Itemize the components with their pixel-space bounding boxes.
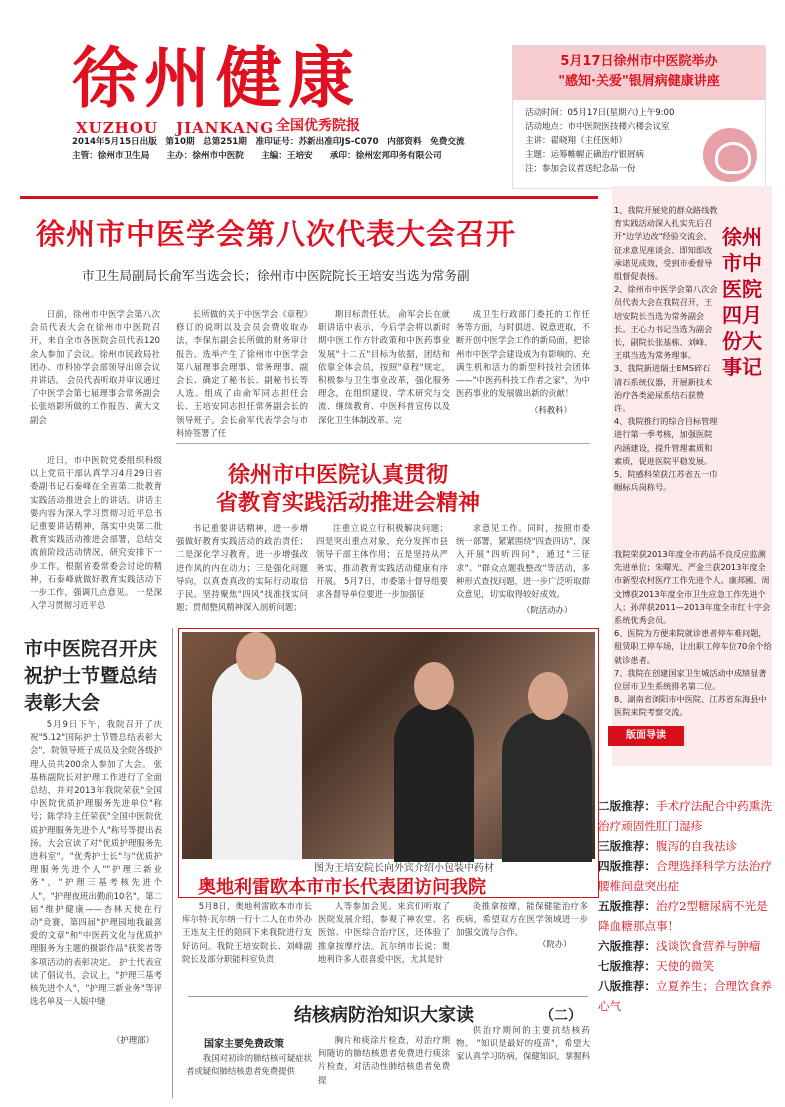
- guide-heading: 版面导读: [608, 726, 684, 746]
- section-divider: [176, 443, 590, 444]
- photo-figure: [502, 712, 592, 862]
- column-divider: [172, 628, 173, 1098]
- masthead-divider: [20, 196, 598, 199]
- guide-item: 二版推荐：手术疗法配合中药熏洗治疗顽固性肛门湿疹: [598, 799, 772, 833]
- promo-details: [525, 106, 715, 176]
- lead-column-1: 日前，徐州市中医学会第八次会员代表大会在徐州市中医院召开，来自全市各医院会员代表120余人参加了会议。徐州市民政局社团办、市科协学会部领导出席会议并讲话。 会员代表听取并审议通过了中医学会第七届理事会常务副会长张培影所做的工作报告、黄大文副会: [30, 309, 160, 425]
- promo-note: 注：参加会议者送纪念品一份: [525, 164, 636, 174]
- lead-subhead: 市卫生局副局长俞军当选会长；徐州市中医院院长王培安当选为常务副: [82, 268, 470, 283]
- guide-item: 八版推荐：立夏养生；合理饮食养心气: [598, 979, 772, 1013]
- article2-credit: （院活动办）: [522, 605, 573, 615]
- article4-column-1: 我国对初诊的肺结核可疑症状者或疑似肺结核患者免费提供: [186, 1053, 312, 1077]
- events-title: 徐州市中医院四月份大事记: [722, 225, 762, 379]
- events-list: [614, 204, 718, 494]
- promo-box: [512, 45, 766, 189]
- events-list-continued: [614, 548, 774, 720]
- guide-item: 五版推荐：治疗2型糖尿病不光是降血糖那点事！: [598, 899, 768, 933]
- lead-credit: （科教科）: [530, 405, 572, 415]
- promo-line1: 5月17日徐州市中医院举办: [560, 54, 718, 69]
- guide-item: 七版推荐：天使的微笑: [598, 959, 714, 973]
- promo-place: 活动地点：市中医院医技楼六楼会议室: [525, 122, 670, 132]
- article3-headline: 奥地利雷欧本市市长代表团访问我院: [198, 877, 486, 898]
- nurse-credit: （护理部）: [112, 1035, 154, 1045]
- event-item: 6、医院为方便来院就诊患者停车难问题，租赁职工停车场，让出职工停车位70余个给就诊患者。: [614, 628, 772, 665]
- event-item: 4、我院推行的综合目标管理进行第一季考核，加强医院内涵建设，提升管理素质和素质，促进医院平稳发展。: [614, 416, 718, 466]
- article2-column-1: 书记重要讲话精神，进一步增强做好教育实践活动的政治责任；二是深化学习教育，进一步增强改进作风的内在动力；三是强化问题导向，以真查真改的实际行动取信于民。坚持聚焦"四风"找准找实问题；贯彻整风精神深入剖析问题；: [176, 523, 308, 613]
- guide-list: [598, 796, 778, 1016]
- lead-column-4: 成卫生行政部门委托的工作任务等方面，与时俱进、锐意进取，不断开创中医学会工作的新局面，把徐州市中医学会建设成为有影响的、充满生机和活力的新型科技社会团体——"中医药科技工作者之家"，为中医药事业的发展做出新的贡献！: [456, 309, 590, 399]
- event-item: 2、徐州市中医学会第八次会员代表大会在我院召开，王培安院长当选为常务副会长。王心力书记当选为副会长，副院长张基栋、刘峰、王琪当选为常务理事。: [614, 284, 718, 361]
- article4-subtitle: 国家主要免费政策: [204, 1039, 284, 1050]
- guide-item: 六版推荐：浅谈饮食营养与肿瘤: [598, 939, 761, 953]
- event-item: 我院荣获2013年度全市药品不良反应监测先进单位；朱曙光、严金兰获2013年度全市新型农村医疗工作先进个人。康邦國、周文博获2013年度全市卫生应急工作先进个人；孙萍获2011—2013年度全市红十字会系统优秀会员。: [614, 549, 771, 626]
- article4-rule: [188, 996, 588, 997]
- masthead-title: 徐州健康: [72, 40, 360, 117]
- article3-column-1: 5月8日，奥地利雷欧本市市长库尔特·瓦尔纳一行十二人在市外办王连友主任的陪同下来我院进行友好访问。我院王培安院长、刘峰副院长及部分职能科室负责: [182, 901, 312, 964]
- nurse-body: 5月9日下午，我院召开了庆祝"5.12"国际护士节暨总结表彰大会"，院领导班子成员及全院各级护理人员共200余人参加了大会。 张基栋副院长对护理工作进行了全面总结，并对2013年我院荣获"全国中医院优质护理服务先进单位"称号；陈学玲主任荣获"全国中医院优质护理服务先进个人"称号等提出表扬。大会宣读了对"优质护理服务先进科室"，"优秀护士长"与"优质护理服务先进个人""护理三新业务"，"护理三基考核先进个人"，"护理夜班出勤前10名"，第二届"维护健康——杏林天使在行动"竞赛，第四届"护理园地我最喜爱的文章"和"中医药文化与优质护理服务为主题的摄影作品"获奖者等多项活动的表彰决定。 护士代表宣读了倡议书，会议上，"护理三基考核先进个人"，"护理三新业务"等评选名单及一人版中缝: [30, 719, 162, 1007]
- article2-title-line2: 省教育实践活动推进会精神: [216, 491, 481, 516]
- guide-item: 三版推荐：腹泻的自我祛诊: [598, 839, 738, 853]
- article2-column-0: 近日，市中医院党委组织科级以上党员干部认真学习4月29日省委副书记石泰峰在全省第二批教育实践活动推进会上的讲话。讲话主要内容为深入学习贯彻习近平总书记重要讲话精神，落实中央第二批教育实践活动推进会部署，总结交流前阶段活动情况，研究安排下一步工作。根据省委常委会讨论的精神，石泰峰就做好教育实践活动下一步工作，强调几点意见。 一是深入学习贯彻习近平总: [30, 455, 162, 611]
- masthead-slogan: 全国优秀院报: [276, 118, 360, 134]
- article4-index: （二）: [540, 1008, 582, 1024]
- event-item: 8、湖南省浏阳市中医院、江苏省东海县中医院来院考察交流。: [614, 694, 767, 718]
- masthead-pinyin-left: XUZHOU: [76, 119, 158, 137]
- photo-caption: 图为王培安院长向外宾介绍小包装中药材: [314, 863, 494, 874]
- event-item: 5、院感科荣获江苏省五一巾帼标兵岗称号。: [614, 469, 718, 493]
- photo-figure: [212, 660, 302, 860]
- lead-headline: 徐州市中医学会第八次代表大会召开: [36, 217, 517, 251]
- promo-speaker: 主讲：翟晓翔（主任医师）: [525, 136, 628, 146]
- photo-figure: [236, 632, 276, 680]
- promo-topic: 主题：运筹帷幄正确治疗银屑病: [525, 150, 645, 160]
- publication-credits: 主管：徐州市卫生局 主办：徐州市中医院 主编：王培安 承印：徐州宏邦印务有限公司: [72, 151, 442, 161]
- lead-column-2: 长所做的关于中医学会《章程》修订的说明以及会员会费收取办法，李保东副会长所做的财务审计报告。选举产生了徐州市中医学会第八届理事会理事、常务理事、副会长、确定了秘书长、副秘书长等人选。组成了由俞军同志担任会长、王培安同志担任常务副会长的领导班子。会长俞军代表学会与市科协签署了任: [176, 309, 308, 438]
- masthead-pinyin-right: JIANKANG: [176, 119, 275, 137]
- event-item: 3、我院新进瑞士EMS碎石清石系统仪器，开展新技术治疗各类泌尿系结石获赞许。: [614, 363, 713, 414]
- article2-column-2: 注重立说立行积极解决问题；四是突出重点对象，充分发挥市县领导干部主体作用；五是坚持从严务实，推动教育实践活动健康有序开展。 5月7日，市委第十督导组要求各督导单位要进一步加强征: [316, 523, 448, 600]
- promo-heading: [513, 46, 765, 100]
- publication-info: 2014年5月15日出版 第10期 总第251期 准印证号：苏新出准印JS-C070 内部资料 免费交流: [72, 137, 465, 147]
- article4-column-3: 供治疗期间的主要抗结核药物。 "知识是最好的疫苗"，希望大家认真学习防病，保健知识，掌握科: [456, 1025, 590, 1062]
- article3-credit: （院办）: [538, 939, 572, 949]
- lead-column-3: 期目标责任状。 俞军会长在就职讲话中表示，今后学会将以新时期中医工作方针政策和中医药事业发展"十二五"目标为依据，团结和依靠全体会员，按照"章程"规定，积极参与卫生事业改革，强化服务理念，在组织建设、学术研究与交流、继续教育、中医科普宣传以及深化卫生体制改革、完: [318, 309, 450, 425]
- article2-title-line1: 徐州市中医院认真贯彻: [228, 463, 449, 488]
- photo-figure: [394, 702, 474, 862]
- guide-item: 四版推荐：合理选择科学方法治疗腰椎间盘突出症: [598, 859, 772, 893]
- promo-line2: "感知·关爱"银屑病健康讲座: [558, 74, 720, 89]
- article4-column-2: 胸片和痰涂片检查，对治疗期间随访的肺结核患者免费进行痰涂片检查，对活动性肺结核患者免费提: [318, 1035, 450, 1085]
- article2-column-3: 求意见工作。同时，按照市委统一部署，紧紧围绕"四查四访"，深入开展"四听四问"，通过"三征求"、"群众点题我整改"等活动，多种形式查找问题，进一步广泛听取群众意见，切实取得较好成效。: [456, 523, 590, 600]
- event-item: 1、我院开展党的群众路线教育实践活动深入扎实先后召开"边学边改"经验交流会、征求意见座谈会、即知即改承诺见成效，受到市委督导组督促表扬。: [614, 205, 718, 282]
- photo-figure: [528, 672, 568, 720]
- article3-column-3: 灸推拿按摩，能保健能治疗多疾病，希望双方在医学领域进一步加强交流与合作。: [456, 901, 588, 938]
- heart-hands-icon: [703, 128, 757, 182]
- nurse-headline: 市中医院召开庆祝护士节暨总结表彰大会: [24, 638, 158, 714]
- promo-time: 活动时间：05月17日(星期六)上午9:00: [525, 108, 675, 118]
- photo-figure: [414, 662, 454, 710]
- news-photo: [182, 632, 595, 859]
- event-item: 7、我院在创建国家卫生城活动中成绩显著位居市卫生系统排名第二位。: [614, 667, 767, 692]
- article4-headline: 结核病防治知识大家读: [294, 1005, 474, 1026]
- article3-column-2: 人等参加会见。来宾们听取了医院发展介绍，参观了神农堂、名医馆、中医综合治疗区，还体验了推拿按摩疗法。瓦尔纳市长说：奥地利许多人很喜爱中医，尤其是针: [318, 901, 450, 964]
